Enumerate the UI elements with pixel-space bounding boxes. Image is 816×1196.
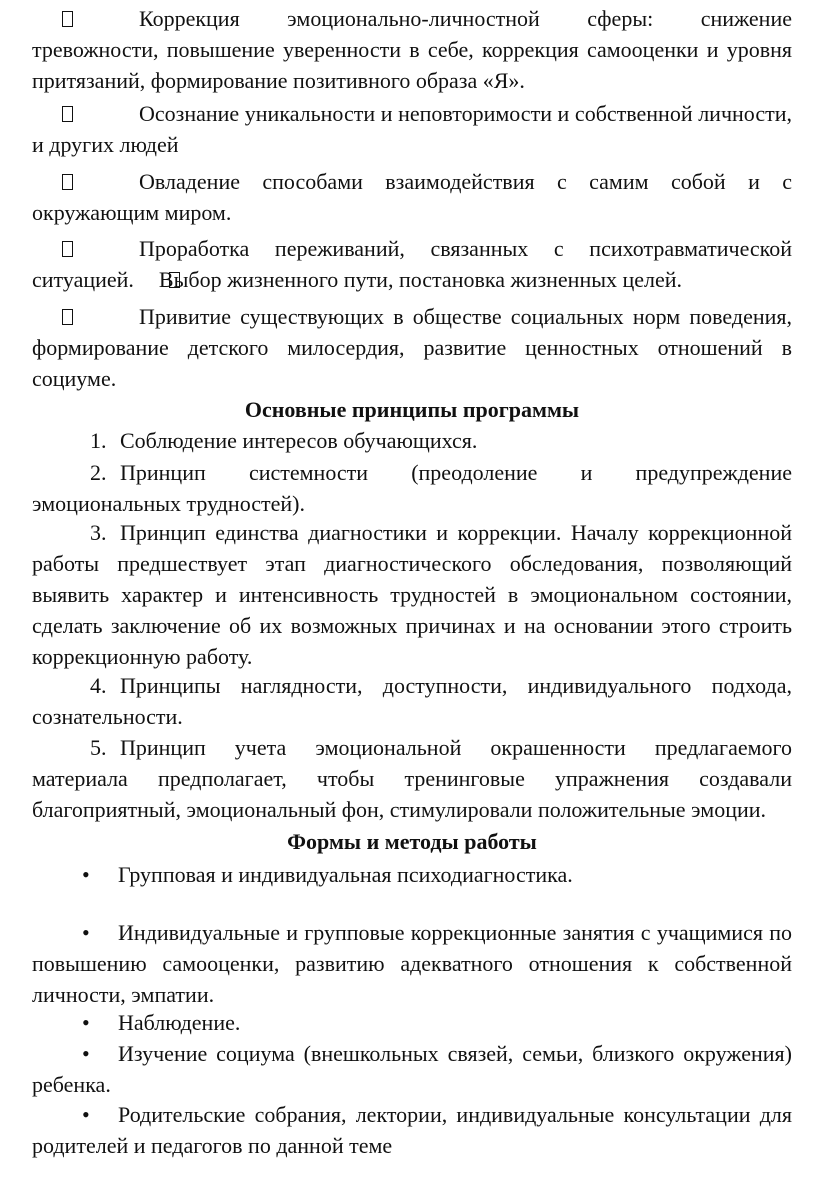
principle-item: 4. Принципы наглядности, доступности, индивидуального подхода, сознательности. — [32, 673, 792, 729]
bullet-icon: • — [82, 920, 90, 945]
goal-text: Овладение способами взаимодействия с самим собой и с окружающим миром. — [32, 169, 792, 225]
principle-item: 5. Принцип учета эмоциональной окрашенности предлагаемого материала предполагает, чтобы тренинговые упражнения создавали благоприятный, эмоциональный фон, стимулировали положительные эмоции. — [32, 735, 792, 822]
principles-heading: Основные принципы программы — [244, 397, 580, 422]
goal-item — [32, 233, 792, 295]
goal-text: Привитие существующих в обществе социальных норм поведения, формирование детского милосердия, развитие ценностных отношений в социуме. — [32, 304, 792, 391]
goal-item — [32, 301, 792, 394]
principle-item: 1. Соблюдение интересов обучающихся. — [90, 428, 478, 453]
checkbox-icon — [62, 241, 73, 257]
goal-item — [32, 3, 792, 96]
checkbox-icon — [62, 11, 73, 27]
form-item: • Наблюдение. — [32, 1007, 792, 1038]
form-item: • Родительские собрания, лектории, индивидуальные консультации для родителей и педагогов по данной теме — [32, 1099, 792, 1161]
form-item: • Групповая и индивидуальная психодиагностика. — [32, 859, 792, 890]
goal-text: Выбор жизненного пути, постановка жизненных целей. — [158, 267, 683, 292]
goal-item — [32, 166, 792, 228]
form-item: • Изучение социума (внешкольных связей, семьи, близкого окружения) ребенка. — [32, 1038, 792, 1100]
form-item: • Индивидуальные и групповые коррекционные занятия с учащимися по повышению самооценки, развитию адекватного отношения к собственной личности, эмпатии. — [32, 917, 792, 1010]
goal-text: Коррекция эмоционально-личностной сферы: снижение тревожности, повышение уверенности в себе, коррекция самооценки и уровня притязаний, формирование позитивного образа «Я». — [32, 6, 792, 93]
checkbox-icon — [62, 106, 73, 122]
bullet-icon: • — [82, 1041, 90, 1066]
goal-item — [32, 98, 792, 160]
goal-text: Осознание уникальности и неповторимости и собственной личности, и других людей — [32, 101, 792, 157]
checkbox-icon — [62, 309, 73, 325]
forms-heading: Формы и методы работы — [287, 829, 537, 854]
bullet-icon: • — [82, 1102, 90, 1127]
checkbox-icon — [62, 174, 73, 190]
principle-item: 3. Принцип единства диагностики и коррекции. Началу коррекционной работы предшествует этап диагностического обследования, позволяющий выявить характер и интенсивность трудностей в эмоциональном состоянии, сделать заключение об их возможных причинах и на основании этого строить коррекционную работу. — [32, 520, 792, 669]
bullet-icon: • — [82, 1010, 90, 1035]
principle-item: 2. Принцип системности (преодоление и предупреждение эмоциональных трудностей). — [32, 460, 792, 516]
goal-text: Проработка переживаний, связанных с психотравматической ситуацией. — [32, 236, 792, 292]
bullet-icon: • — [82, 862, 90, 887]
